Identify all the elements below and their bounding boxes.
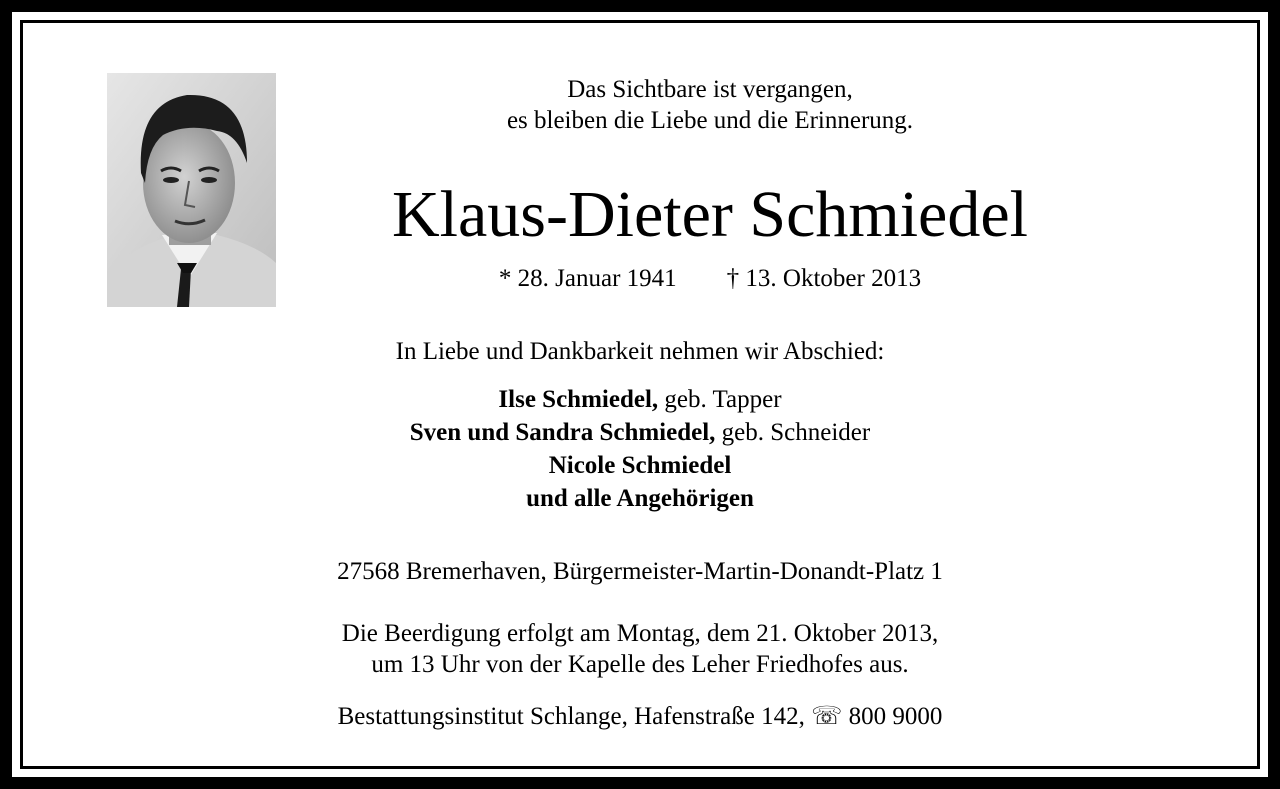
memorial-quote [430,74,990,136]
quote-line-1: Das Sichtbare ist vergangen, [567,76,853,103]
funeral-info [240,618,1040,680]
mourner-name: Ilse Schmiedel, [498,386,659,413]
farewell-line: In Liebe und Dankbarkeit nehmen wir Abschied: [395,338,885,365]
life-dates [430,264,990,294]
death-date: † 13. Oktober 2013 [726,265,922,292]
undertaker-info [240,700,1040,733]
portrait-photo [107,73,276,307]
funeral-line-1: Die Beerdigung erfolgt am Montag, dem 21. Oktober 2013, [341,620,939,647]
deceased-name: Klaus-Dieter Schmiedel [392,178,1028,251]
mourner-name: Nicole Schmiedel [548,452,732,479]
mourner-suffix: geb. Tapper [658,386,782,413]
mourner-name: und alle Angehörigen [526,485,754,512]
family-address: 27568 Bremerhaven, Bürgermeister-Martin-Donandt-Platz 1 [337,558,943,585]
quote-line-2: es bleiben die Liebe und die Erinnerung. [506,107,914,134]
mourner-suffix: geb. Schneider [715,419,871,446]
mourner-name: Sven und Sandra Schmiedel, [409,419,716,446]
mourners-list [290,383,990,515]
telephone-icon: ☏ [811,703,843,730]
mourner-line [290,482,990,515]
funeral-line-2: um 13 Uhr von der Kapelle des Leher Friedhofes aus. [371,651,909,678]
undertaker-phone: 800 9000 [842,703,943,730]
mourner-line [290,383,990,416]
mourner-line [290,416,990,449]
mourner-line [290,449,990,482]
undertaker-text: Bestattungsinstitut Schlange, Hafenstraße 142, [337,703,812,730]
portrait-image [107,73,276,307]
birth-date: * 28. Januar 1941 [498,265,677,292]
